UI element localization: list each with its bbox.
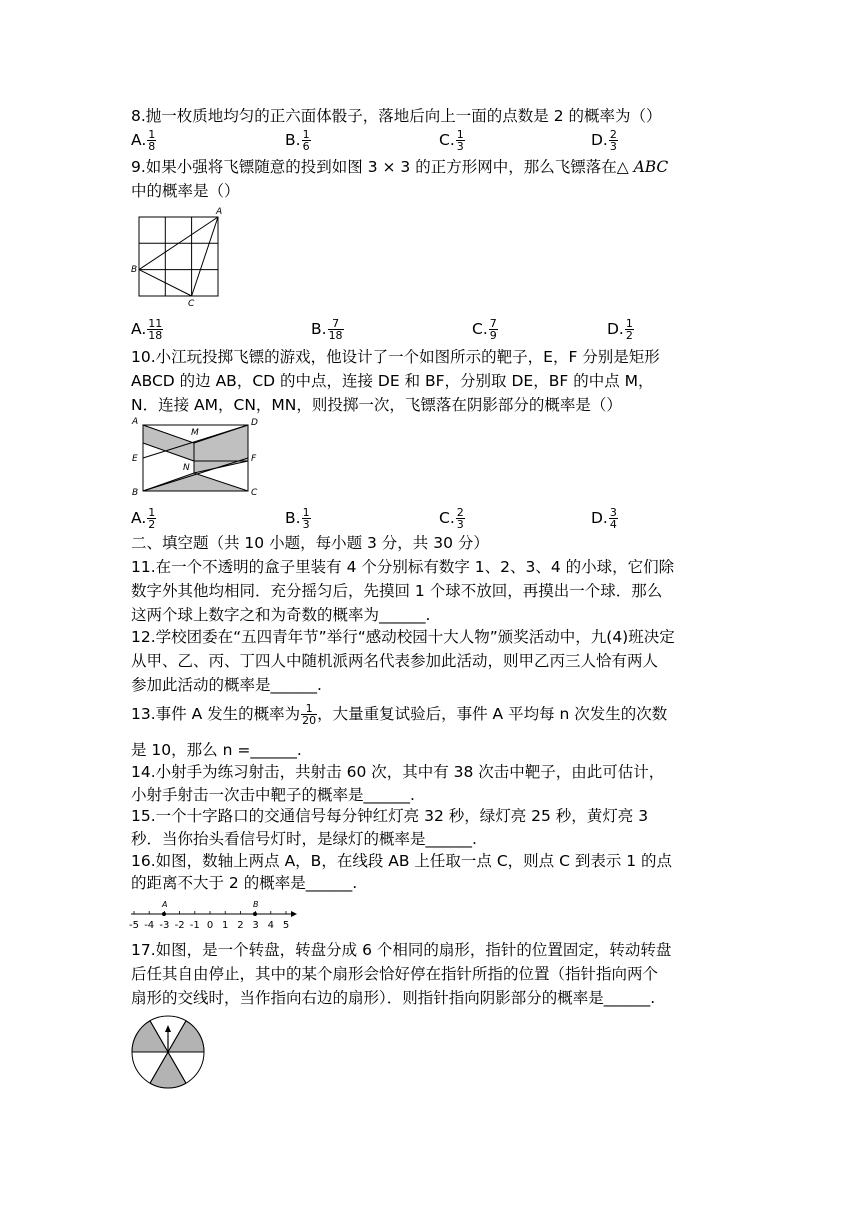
axis-tick-label: -4	[144, 920, 155, 931]
q8-option-d: D. $\frac{2}{3}$	[591, 128, 617, 153]
axis-tick-label: 2	[237, 920, 244, 931]
q10-label-n: N	[183, 463, 190, 473]
q16-point-a	[162, 912, 166, 916]
q16-stem-line1: 16.如图，数轴上两点 A，B，在线段 AB 上任取一点 C，则点 C 到表示 1 的点	[131, 852, 673, 870]
q12-stem-line2: 从甲、乙、丙、丁四人中随机派两名代表参加此活动，则甲乙丙三人恰有两人	[131, 652, 659, 670]
q8-option-a: A. $\frac{1}{8}$	[131, 128, 156, 153]
q15-stem-line1: 15.一个十字路口的交通信号每分钟红灯亮 32 秒，绿灯亮 25 秒，黄灯亮 3	[131, 807, 649, 825]
q8-stem: 8.抛一枚质地均匀的正六面体骰子，落地后向上一面的点数是 2 的概率为（）	[131, 107, 662, 125]
q10-label-b: B	[132, 488, 139, 498]
q8-option-c: C. $\frac{1}{3}$	[439, 128, 464, 153]
q9-grid-figure	[131, 205, 231, 307]
q10-shaded-top-right	[194, 425, 248, 461]
q17-stem-line2: 后任其自由停止，其中的某个扇形会恰好停在指针所指的位置（指针指向两个	[131, 965, 659, 983]
q9-option-a: A. $\frac{11}{18}$	[131, 317, 163, 342]
axis-tick-label: -5	[129, 920, 139, 931]
axis-tick-label: 1	[222, 920, 229, 931]
q16-label-a: A	[162, 900, 168, 909]
q13-stem-line1: 13.事件 A 发生的概率为 $\frac{1}{20}$ ，大量重复试验后，事件 A 平均每 n 次发生的次数	[131, 702, 668, 727]
axis-tick-label: 5	[282, 920, 290, 931]
q10-stem-line1: 10.小江玩投掷飞镖的游戏，他设计了一个如图所示的靶子，E，F 分别是矩形	[131, 348, 660, 366]
q10-label-m: M	[191, 428, 199, 438]
q11-stem-line1: 11.在一个不透明的盒子里装有 4 个分别标有数字 1、2、3、4 的小球，它们除	[131, 558, 675, 576]
q14-stem-line2: 小射手射击一次击中靶子的概率是______.	[131, 786, 415, 804]
q12-stem-line3: 参加此活动的概率是______.	[131, 676, 322, 694]
q12-stem-line1: 12.学校团委在“五四青年节”举行“感动校园十大人物”颁奖活动中，九(4)班决定	[131, 628, 675, 646]
axis-tick-label: -3	[159, 920, 170, 931]
q16-number-line	[127, 898, 302, 932]
q10-stem-line2: ABCD 的边 AB，CD 的中点，连接 DE 和 BF，分别取 DE，BF 的中点 M，	[131, 372, 654, 390]
q11-stem-line3: 这两个球上数字之和为奇数的概率为______.	[131, 606, 431, 624]
q10-shaded-bottom	[143, 473, 248, 491]
q17-stem-line3: 扇形的交线时，当作指向右边的扇形）．则指针指向阴影部分的概率是______.	[131, 989, 656, 1007]
axis-tick-label: 4	[267, 920, 274, 931]
q9-stem-line1: 9.如果小强将飞镖随意的投到如图 3 × 3 的正方形网中，那么飞镖落在△ ABC	[131, 158, 669, 176]
q8-option-b: B. $\frac{1}{6}$	[285, 128, 310, 153]
q9-option-d: D. $\frac{1}{2}$	[607, 317, 633, 342]
axis-arrow-icon	[291, 911, 297, 917]
q9-option-c: C. $\frac{7}{9}$	[472, 317, 497, 342]
q17-stem-line1: 17.如图，是一个转盘，转盘分成 6 个相同的扇形，指针的位置固定，转动转盘	[131, 941, 672, 959]
axis-tick-label: 0	[206, 920, 214, 931]
q10-option-a: A. $\frac{1}{2}$	[131, 506, 156, 531]
q10-option-b: B. $\frac{1}{3}$	[285, 506, 310, 531]
q14-stem-line1: 14.小射手为练习射击，共射击 60 次，其中有 38 次击中靶子，由此可估计，	[131, 763, 665, 781]
q10-label-c: C	[251, 488, 258, 498]
q15-stem-line2: 秒．当你抬头看信号灯时，是绿灯的概率是______.	[131, 830, 477, 848]
q16-stem-line2: 的距离不大于 2 的概率是______.	[131, 874, 358, 892]
q10-option-c: C. $\frac{2}{3}$	[439, 506, 464, 531]
q9-stem-line2: 中的概率是（）	[131, 182, 240, 200]
q9-label-a: A	[216, 207, 223, 217]
q9-option-b: B. $\frac{7}{18}$	[311, 317, 343, 342]
q16-point-b	[253, 912, 257, 916]
q10-label-f: F	[251, 454, 257, 464]
q16-label-b: B	[253, 900, 259, 909]
q10-stem-line3: N．连接 AM，CN，MN，则投掷一次，飞镖落在阴影部分的概率是（）	[131, 396, 622, 414]
q10-label-a: A	[132, 417, 139, 427]
section-heading-fill-in: 二、填空题（共 10 小题，每小题 3 分，共 30 分）	[131, 534, 489, 552]
q10-target-figure	[131, 415, 261, 500]
q10-label-e: E	[132, 454, 138, 464]
q9-label-b: B	[131, 265, 138, 275]
axis-tick-label: -1	[189, 920, 200, 931]
axis-tick-label: -2	[174, 920, 185, 931]
q11-stem-line2: 数字外其他均相同．充分摇匀后，先摸回 1 个球不放回，再摸出一个球．那么	[131, 582, 663, 600]
q9-label-c: C	[188, 299, 195, 309]
q17-spinner-figure	[130, 1016, 210, 1090]
q13-stem-line2: 是 10，那么 n =______.	[131, 741, 302, 759]
q10-label-d: D	[251, 418, 258, 428]
q10-option-d: D. $\frac{3}{4}$	[591, 506, 617, 531]
axis-tick-label: 3	[252, 920, 259, 931]
